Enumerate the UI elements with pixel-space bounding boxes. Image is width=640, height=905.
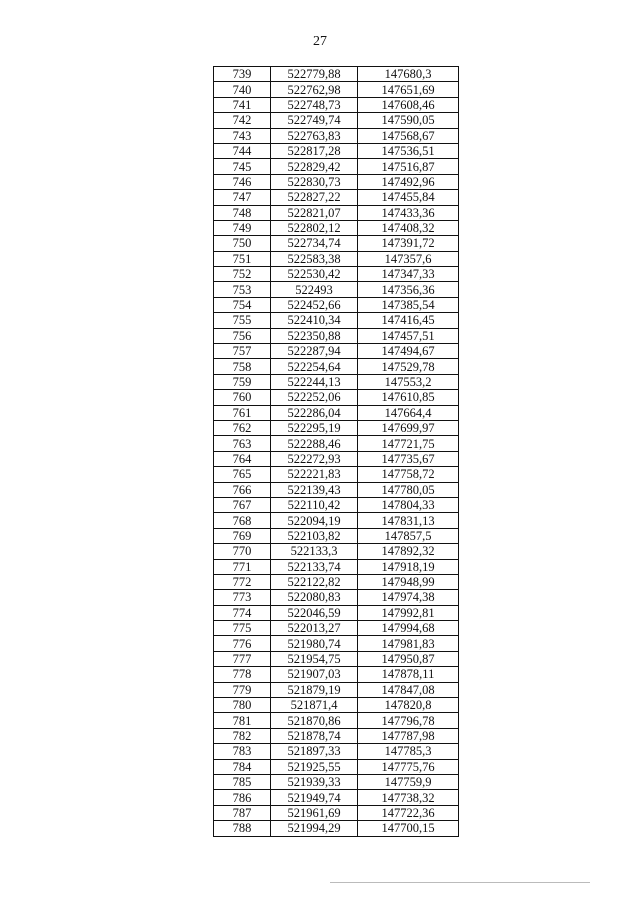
y-coordinate-cell: 147357,6 (358, 251, 459, 266)
x-coordinate-cell: 522046,59 (271, 605, 358, 620)
point-number-cell: 754 (214, 297, 271, 312)
x-coordinate-cell: 522762,98 (271, 82, 358, 97)
point-number-cell: 756 (214, 328, 271, 343)
y-coordinate-cell: 147610,85 (358, 390, 459, 405)
y-coordinate-cell: 147356,36 (358, 282, 459, 297)
point-number-cell: 780 (214, 698, 271, 713)
y-coordinate-cell: 147878,11 (358, 667, 459, 682)
table-row (214, 436, 459, 451)
point-number-cell: 750 (214, 236, 271, 251)
x-coordinate-cell: 521907,03 (271, 667, 358, 682)
point-number-cell: 770 (214, 544, 271, 559)
y-coordinate-cell: 147759,9 (358, 774, 459, 789)
table-row (214, 420, 459, 435)
table-row (214, 113, 459, 128)
point-number-cell: 787 (214, 805, 271, 820)
x-coordinate-cell: 522103,82 (271, 528, 358, 543)
point-number-cell: 739 (214, 67, 271, 82)
table-row (214, 528, 459, 543)
point-number-cell: 776 (214, 636, 271, 651)
table-row (214, 159, 459, 174)
table-row (214, 790, 459, 805)
x-coordinate-cell: 522252,06 (271, 390, 358, 405)
point-number-cell: 752 (214, 267, 271, 282)
point-number-cell: 751 (214, 251, 271, 266)
x-coordinate-cell: 521949,74 (271, 790, 358, 805)
table-row (214, 467, 459, 482)
table-row (214, 821, 459, 836)
point-number-cell: 778 (214, 667, 271, 682)
x-coordinate-cell: 522452,66 (271, 297, 358, 312)
y-coordinate-cell: 147722,36 (358, 805, 459, 820)
y-coordinate-cell: 147994,68 (358, 621, 459, 636)
x-coordinate-cell: 522410,34 (271, 313, 358, 328)
point-number-cell: 785 (214, 774, 271, 789)
table-row (214, 282, 459, 297)
y-coordinate-cell: 147721,75 (358, 436, 459, 451)
point-number-cell: 759 (214, 374, 271, 389)
y-coordinate-cell: 147775,76 (358, 759, 459, 774)
footer-rule (330, 882, 590, 883)
point-number-cell: 781 (214, 713, 271, 728)
x-coordinate-cell: 522133,74 (271, 559, 358, 574)
point-number-cell: 771 (214, 559, 271, 574)
point-number-cell: 753 (214, 282, 271, 297)
y-coordinate-cell: 147785,3 (358, 744, 459, 759)
y-coordinate-cell: 147981,83 (358, 636, 459, 651)
y-coordinate-cell: 147457,51 (358, 328, 459, 343)
table-row (214, 67, 459, 82)
point-number-cell: 748 (214, 205, 271, 220)
table-row (214, 774, 459, 789)
table-row (214, 174, 459, 189)
y-coordinate-cell: 147700,15 (358, 821, 459, 836)
y-coordinate-cell: 147948,99 (358, 574, 459, 589)
table-row (214, 143, 459, 158)
x-coordinate-cell: 521954,75 (271, 651, 358, 666)
y-coordinate-cell: 147820,8 (358, 698, 459, 713)
y-coordinate-cell: 147758,72 (358, 467, 459, 482)
y-coordinate-cell: 147738,32 (358, 790, 459, 805)
point-number-cell: 774 (214, 605, 271, 620)
point-number-cell: 767 (214, 497, 271, 512)
y-coordinate-cell: 147831,13 (358, 513, 459, 528)
point-number-cell: 764 (214, 451, 271, 466)
point-number-cell: 743 (214, 128, 271, 143)
x-coordinate-cell: 521939,33 (271, 774, 358, 789)
point-number-cell: 769 (214, 528, 271, 543)
x-coordinate-cell: 522530,42 (271, 267, 358, 282)
x-coordinate-cell: 522094,19 (271, 513, 358, 528)
y-coordinate-cell: 147385,54 (358, 297, 459, 312)
y-coordinate-cell: 147553,2 (358, 374, 459, 389)
point-number-cell: 784 (214, 759, 271, 774)
table-row (214, 267, 459, 282)
table-row (214, 667, 459, 682)
table-row (214, 513, 459, 528)
x-coordinate-cell: 521961,69 (271, 805, 358, 820)
y-coordinate-cell: 147974,38 (358, 590, 459, 605)
point-number-cell: 762 (214, 420, 271, 435)
page-number: 27 (313, 34, 327, 49)
y-coordinate-cell: 147590,05 (358, 113, 459, 128)
point-number-cell: 772 (214, 574, 271, 589)
y-coordinate-cell: 147492,96 (358, 174, 459, 189)
x-coordinate-cell: 522139,43 (271, 482, 358, 497)
y-coordinate-cell: 147516,87 (358, 159, 459, 174)
point-number-cell: 783 (214, 744, 271, 759)
table-row (214, 744, 459, 759)
y-coordinate-cell: 147651,69 (358, 82, 459, 97)
y-coordinate-cell: 147664,4 (358, 405, 459, 420)
x-coordinate-cell: 521879,19 (271, 682, 358, 697)
table-row (214, 682, 459, 697)
table-row (214, 759, 459, 774)
y-coordinate-cell: 147787,98 (358, 728, 459, 743)
y-coordinate-cell: 147608,46 (358, 97, 459, 112)
x-coordinate-cell: 522013,27 (271, 621, 358, 636)
point-number-cell: 741 (214, 97, 271, 112)
x-coordinate-cell: 522827,22 (271, 190, 358, 205)
table-row (214, 374, 459, 389)
point-number-cell: 749 (214, 220, 271, 235)
y-coordinate-cell: 147529,78 (358, 359, 459, 374)
table-row (214, 728, 459, 743)
x-coordinate-cell: 522287,94 (271, 344, 358, 359)
x-coordinate-cell: 521897,33 (271, 744, 358, 759)
table-row (214, 636, 459, 651)
y-coordinate-cell: 147680,3 (358, 67, 459, 82)
y-coordinate-cell: 147568,67 (358, 128, 459, 143)
x-coordinate-cell: 521980,74 (271, 636, 358, 651)
point-number-cell: 768 (214, 513, 271, 528)
table-row (214, 344, 459, 359)
point-number-cell: 745 (214, 159, 271, 174)
x-coordinate-cell: 522821,07 (271, 205, 358, 220)
y-coordinate-cell: 147455,84 (358, 190, 459, 205)
point-number-cell: 746 (214, 174, 271, 189)
y-coordinate-cell: 147494,67 (358, 344, 459, 359)
y-coordinate-cell: 147780,05 (358, 482, 459, 497)
table-row (214, 497, 459, 512)
x-coordinate-cell: 522272,93 (271, 451, 358, 466)
table-row (214, 236, 459, 251)
coordinates-table-body (214, 67, 459, 837)
x-coordinate-cell: 522734,74 (271, 236, 358, 251)
table-row (214, 297, 459, 312)
point-number-cell: 758 (214, 359, 271, 374)
table-row (214, 405, 459, 420)
y-coordinate-cell: 147918,19 (358, 559, 459, 574)
x-coordinate-cell: 522749,74 (271, 113, 358, 128)
x-coordinate-cell: 522350,88 (271, 328, 358, 343)
point-number-cell: 747 (214, 190, 271, 205)
table-row (214, 574, 459, 589)
x-coordinate-cell: 522295,19 (271, 420, 358, 435)
point-number-cell: 740 (214, 82, 271, 97)
point-number-cell: 765 (214, 467, 271, 482)
table-row (214, 82, 459, 97)
x-coordinate-cell: 522133,3 (271, 544, 358, 559)
y-coordinate-cell: 147433,36 (358, 205, 459, 220)
y-coordinate-cell: 147847,08 (358, 682, 459, 697)
point-number-cell: 755 (214, 313, 271, 328)
point-number-cell: 766 (214, 482, 271, 497)
x-coordinate-cell: 522122,82 (271, 574, 358, 589)
x-coordinate-cell: 522493 (271, 282, 358, 297)
x-coordinate-cell: 522286,04 (271, 405, 358, 420)
point-number-cell: 773 (214, 590, 271, 605)
table-row (214, 590, 459, 605)
x-coordinate-cell: 521994,29 (271, 821, 358, 836)
table-row (214, 482, 459, 497)
point-number-cell: 779 (214, 682, 271, 697)
table-row (214, 205, 459, 220)
y-coordinate-cell: 147408,32 (358, 220, 459, 235)
table-row (214, 651, 459, 666)
y-coordinate-cell: 147391,72 (358, 236, 459, 251)
y-coordinate-cell: 147857,5 (358, 528, 459, 543)
x-coordinate-cell: 522221,83 (271, 467, 358, 482)
x-coordinate-cell: 521878,74 (271, 728, 358, 743)
y-coordinate-cell: 147735,67 (358, 451, 459, 466)
table-row (214, 805, 459, 820)
x-coordinate-cell: 522748,73 (271, 97, 358, 112)
x-coordinate-cell: 521870,86 (271, 713, 358, 728)
x-coordinate-cell: 522817,28 (271, 143, 358, 158)
table-row (214, 698, 459, 713)
y-coordinate-cell: 147536,51 (358, 143, 459, 158)
point-number-cell: 744 (214, 143, 271, 158)
table-row (214, 359, 459, 374)
table-row (214, 390, 459, 405)
x-coordinate-cell: 521871,4 (271, 698, 358, 713)
x-coordinate-cell: 522830,73 (271, 174, 358, 189)
x-coordinate-cell: 522244,13 (271, 374, 358, 389)
table-row (214, 713, 459, 728)
point-number-cell: 786 (214, 790, 271, 805)
y-coordinate-cell: 147699,97 (358, 420, 459, 435)
x-coordinate-cell: 522763,83 (271, 128, 358, 143)
table-row (214, 97, 459, 112)
y-coordinate-cell: 147804,33 (358, 497, 459, 512)
point-number-cell: 782 (214, 728, 271, 743)
table-row (214, 621, 459, 636)
table-row (214, 328, 459, 343)
y-coordinate-cell: 147992,81 (358, 605, 459, 620)
x-coordinate-cell: 521925,55 (271, 759, 358, 774)
x-coordinate-cell: 522254,64 (271, 359, 358, 374)
x-coordinate-cell: 522829,42 (271, 159, 358, 174)
x-coordinate-cell: 522110,42 (271, 497, 358, 512)
x-coordinate-cell: 522779,88 (271, 67, 358, 82)
coordinates-table (213, 66, 459, 837)
table-row (214, 605, 459, 620)
point-number-cell: 788 (214, 821, 271, 836)
y-coordinate-cell: 147416,45 (358, 313, 459, 328)
point-number-cell: 760 (214, 390, 271, 405)
point-number-cell: 777 (214, 651, 271, 666)
table-row (214, 251, 459, 266)
table-row (214, 128, 459, 143)
y-coordinate-cell: 147347,33 (358, 267, 459, 282)
point-number-cell: 757 (214, 344, 271, 359)
table-row (214, 190, 459, 205)
x-coordinate-cell: 522583,38 (271, 251, 358, 266)
y-coordinate-cell: 147892,32 (358, 544, 459, 559)
table-row (214, 544, 459, 559)
y-coordinate-cell: 147796,78 (358, 713, 459, 728)
table-row (214, 559, 459, 574)
table-row (214, 313, 459, 328)
x-coordinate-cell: 522080,83 (271, 590, 358, 605)
point-number-cell: 742 (214, 113, 271, 128)
x-coordinate-cell: 522802,12 (271, 220, 358, 235)
x-coordinate-cell: 522288,46 (271, 436, 358, 451)
y-coordinate-cell: 147950,87 (358, 651, 459, 666)
point-number-cell: 775 (214, 621, 271, 636)
point-number-cell: 761 (214, 405, 271, 420)
point-number-cell: 763 (214, 436, 271, 451)
table-row (214, 451, 459, 466)
table-row (214, 220, 459, 235)
